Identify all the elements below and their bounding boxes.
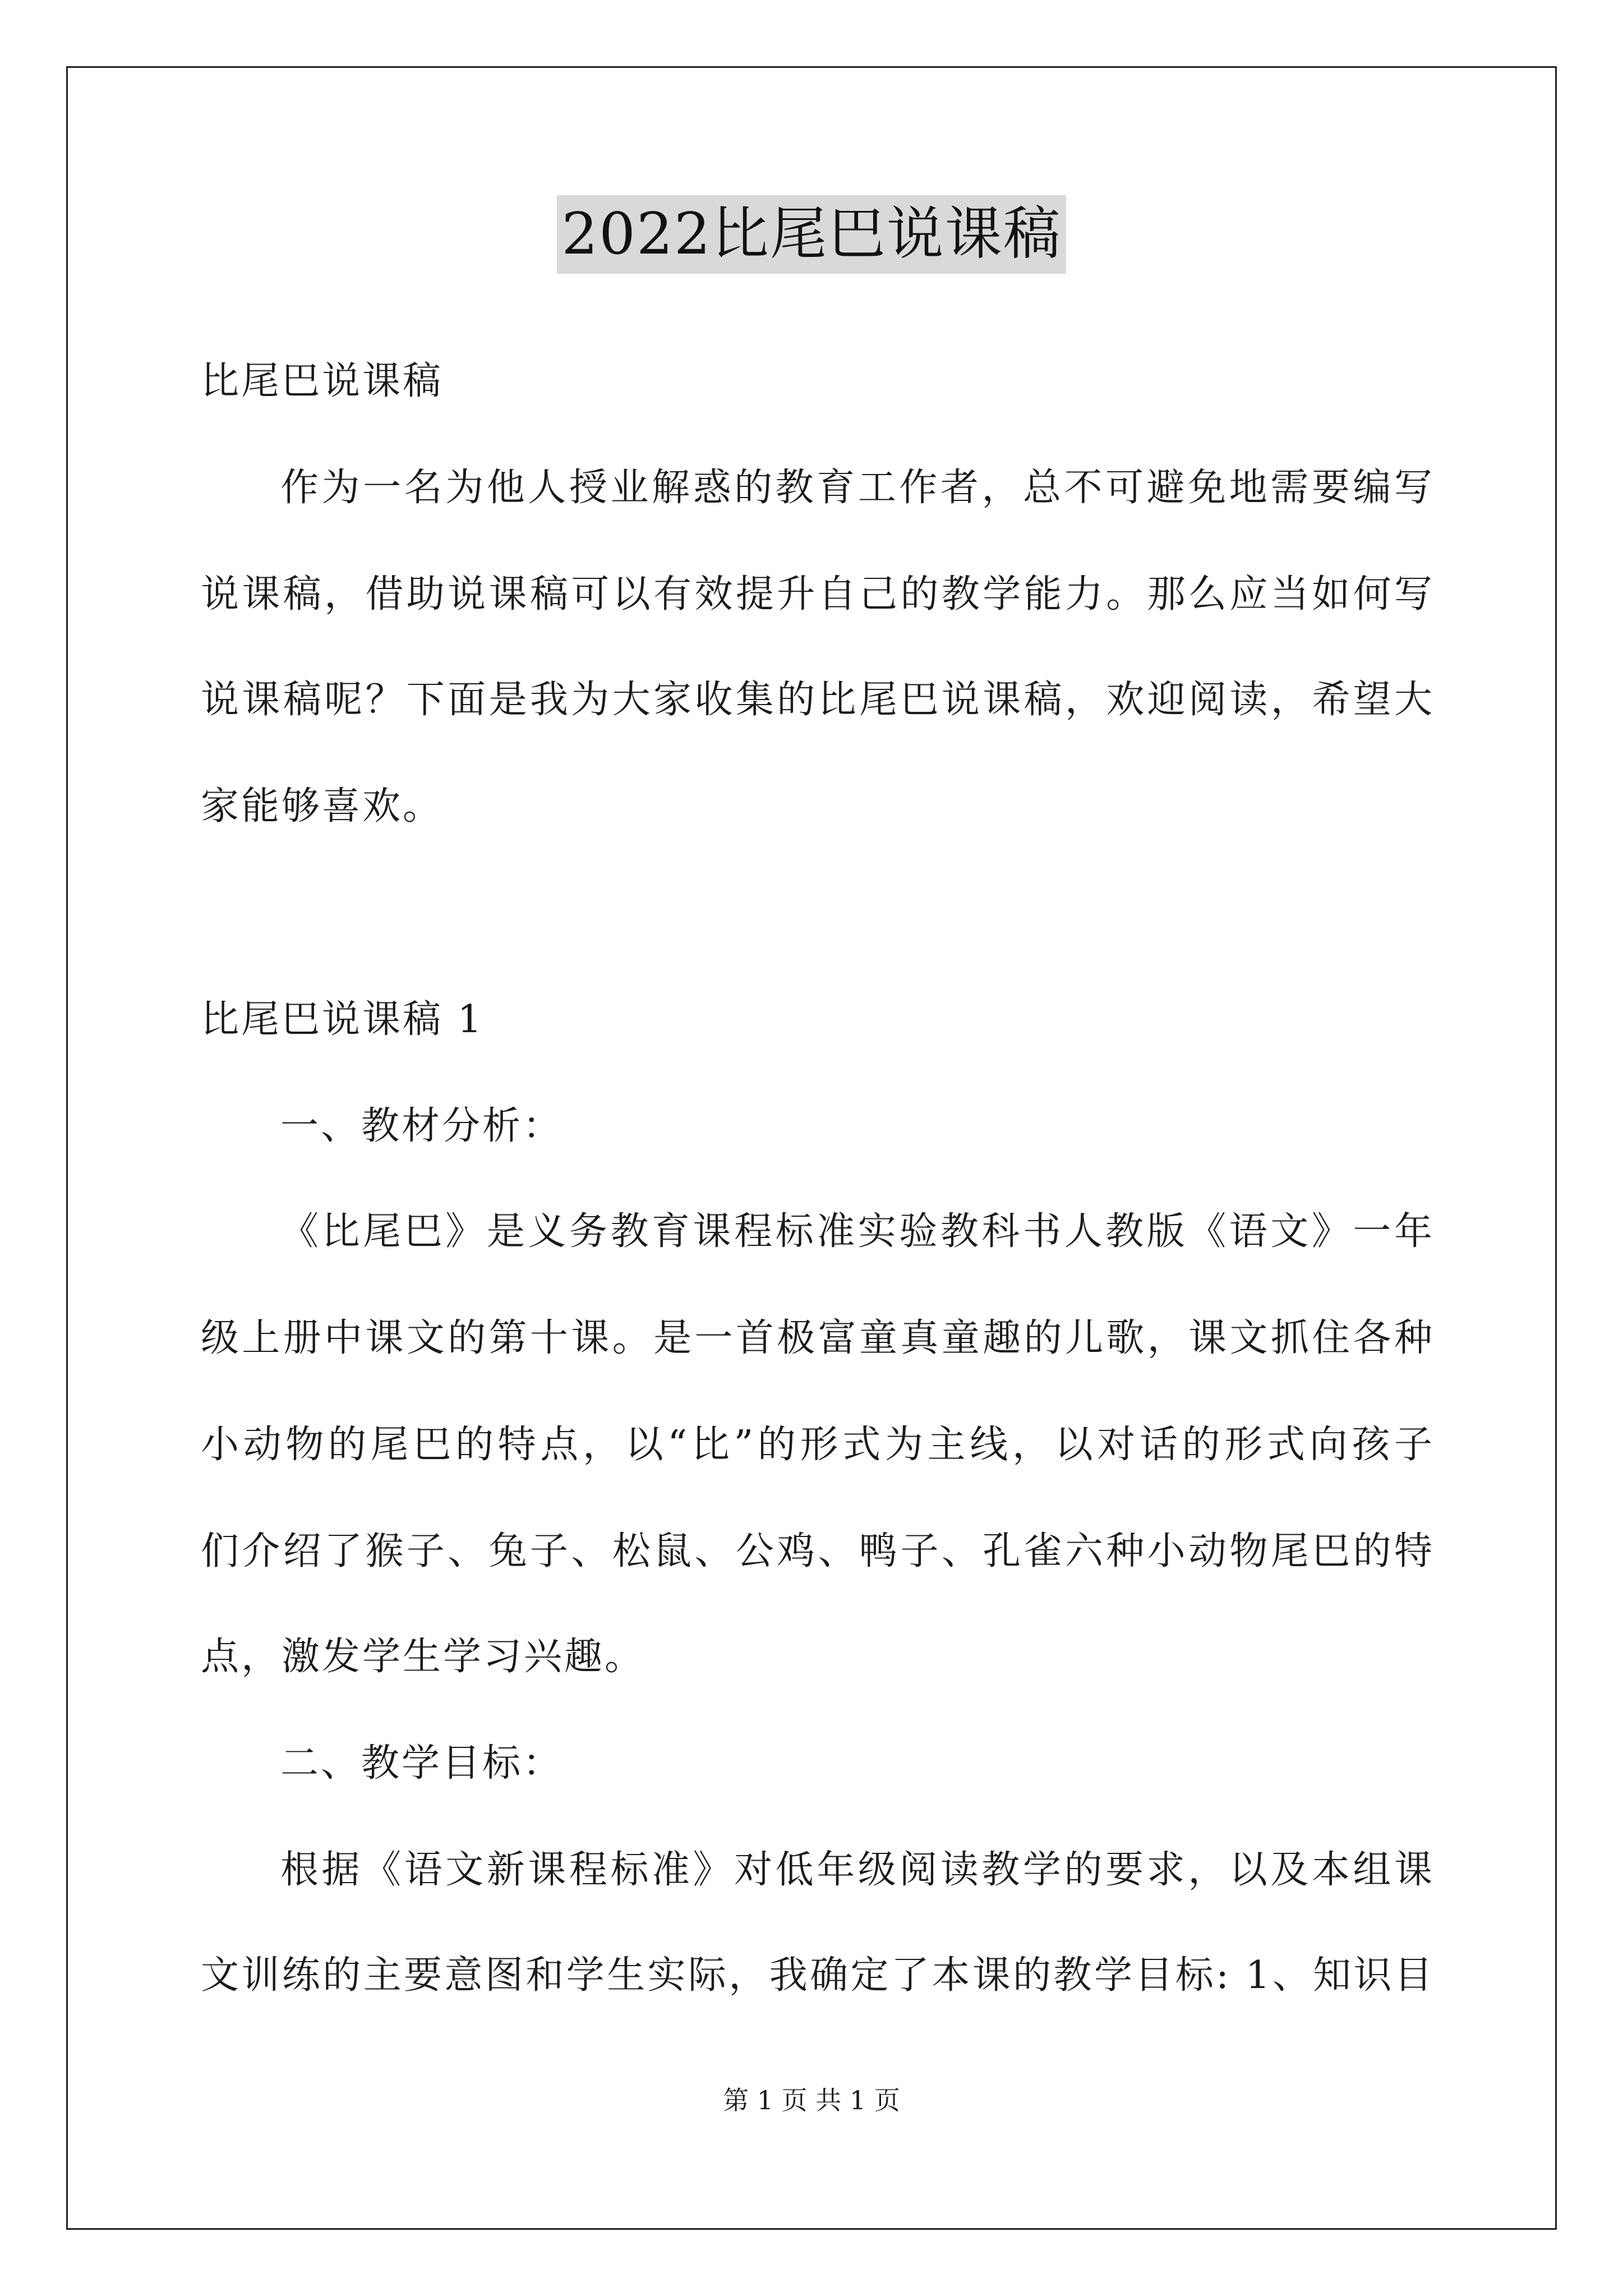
subtitle: 比尾巴说课稿 xyxy=(201,359,444,403)
intro-line: 家能够喜欢。 xyxy=(201,784,444,829)
goal-line: 文训练的主要意图和学生实际，我确定了本课的教学目标: 1、知识目 xyxy=(201,1953,1435,1998)
document-title: 2022比尾巴说课稿 xyxy=(557,195,1066,274)
intro-line: 作为一名为他人授业解惑的教育工作者，总不可避免地需要编写 xyxy=(280,466,1435,510)
analysis-line: 级上册中课文的第十课。是一首极富童真童趣的儿歌，课文抓住各种 xyxy=(201,1316,1435,1360)
intro-line: 说课稿，借助说课稿可以有效提升自己的教学能力。那么应当如何写 xyxy=(201,572,1435,616)
analysis-line: 《比尾巴》是义务教育课程标准实验教科书人教版《语文》一年 xyxy=(280,1209,1435,1254)
analysis-line: 们介绍了猴子、兔子、松鼠、公鸡、鸭子、孔雀六种小动物尾巴的特 xyxy=(201,1529,1435,1573)
section-title: 比尾巴说课稿 1 xyxy=(201,997,484,1042)
section-heading-analysis: 一、教材分析： xyxy=(280,1104,564,1148)
goal-line: 根据《语文新课程标准》对低年级阅读教学的要求，以及本组课 xyxy=(280,1848,1435,1892)
analysis-line: 小动物的尾巴的特点，以“比”的形式为主线，以对话的形式向孩子 xyxy=(201,1423,1435,1467)
title-container xyxy=(0,195,1623,274)
section-heading-goals: 二、教学目标： xyxy=(280,1741,564,1786)
page-number-footer: 第 1 页 共 1 页 xyxy=(723,2085,900,2115)
analysis-line: 点，激发学生学习兴趣。 xyxy=(201,1635,645,1679)
intro-line: 说课稿呢？下面是我为大家收集的比尾巴说课稿，欢迎阅读，希望大 xyxy=(201,678,1435,722)
